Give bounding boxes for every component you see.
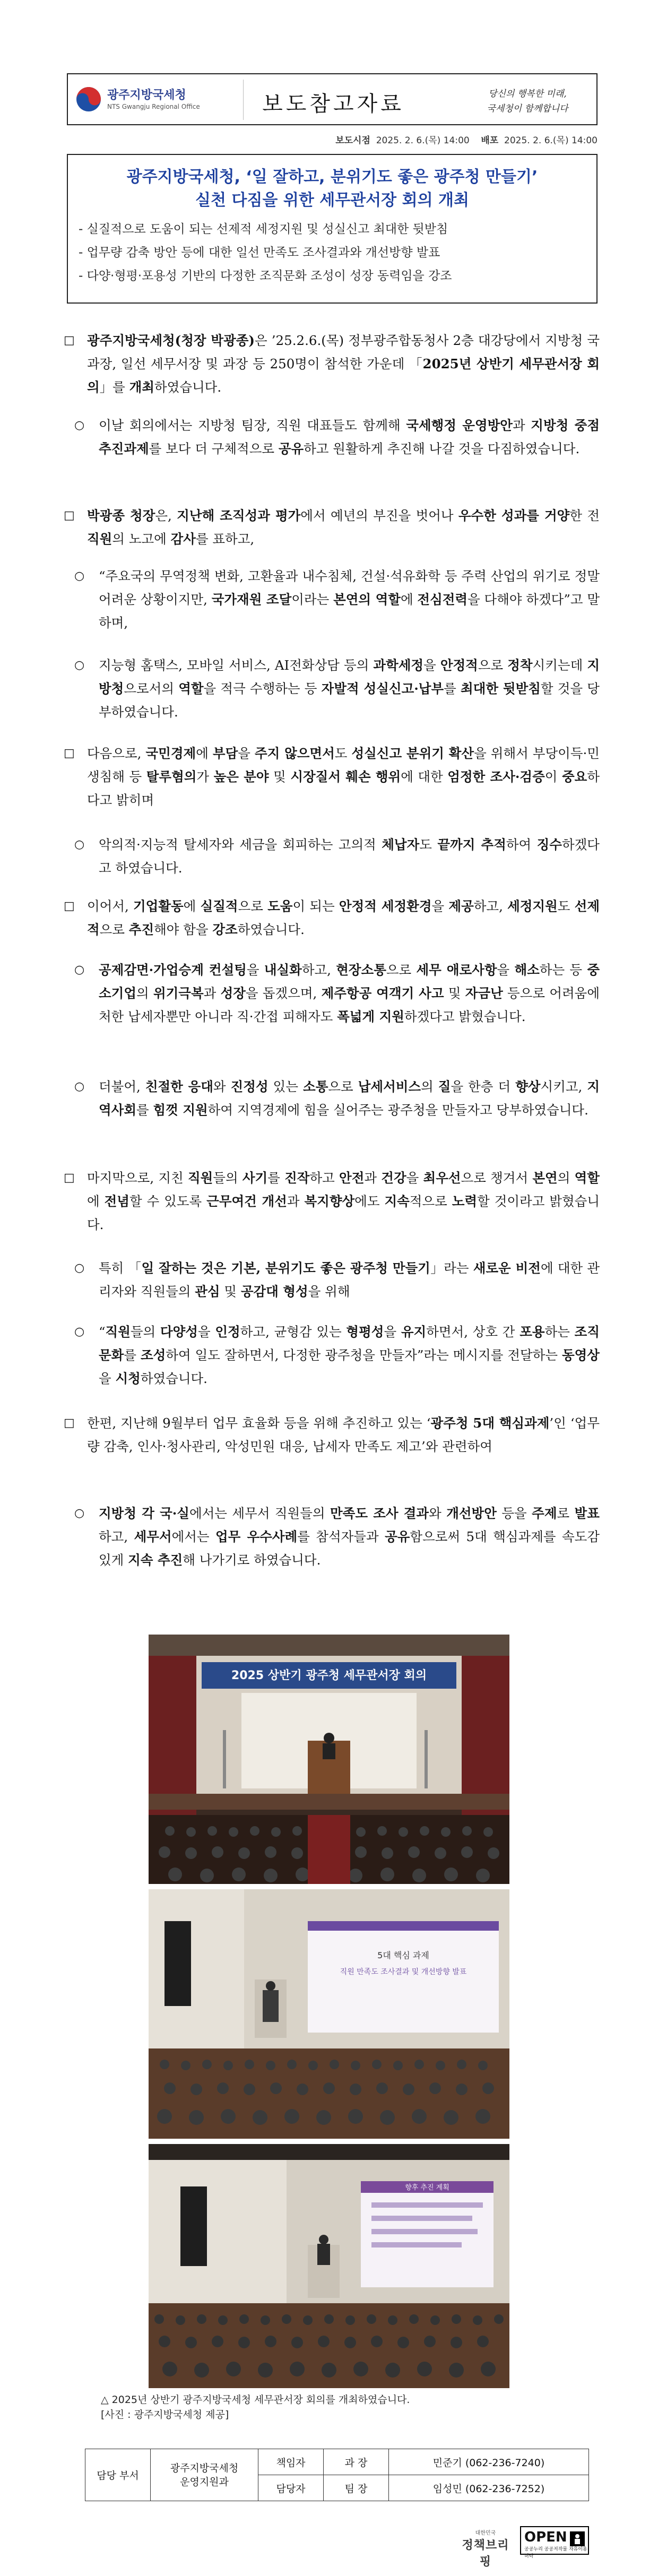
dept-name <box>151 2449 258 2501</box>
circle-bullet: ○ <box>74 569 85 583</box>
taegeuk-logo-icon <box>75 86 102 113</box>
slogan-line-1: 당신의 행복한 미래, <box>488 89 567 99</box>
circle-bullet: ○ <box>74 963 85 976</box>
dept-name-line-1: 광주지방국세청 <box>170 2462 239 2474</box>
paragraph-text: 이어서, 기업활동에 실질적으로 도움이 되는 안정적 세정환경을 제공하고, 세정지원도 선제적으로 추진해야 함을 강조하였습니다. <box>87 898 600 937</box>
open-word: OPEN <box>524 2529 567 2545</box>
headline-line-2: 실천 다짐을 위한 세무관서장 회의 개최 <box>195 191 469 210</box>
screen-text-1: 5대 핵심 과제 <box>377 1950 429 1960</box>
dept-name-line-2: 운영지원과 <box>180 2476 229 2488</box>
paragraph-10 <box>69 1075 600 1122</box>
title-box <box>67 154 598 304</box>
paragraph-14 <box>64 1412 600 1458</box>
photo-caption <box>101 2392 578 2422</box>
slogan-line-2: 국세청이 함께합니다 <box>487 103 568 114</box>
paragraph-text: 특히 「일 잘하는 것은 기본, 분위기도 좋은 광주청 만들기」라는 새로운 비전에 대한 관리자와 직원들의 관심 및 공감대 형성을 위해 <box>99 1260 600 1299</box>
paragraph-4 <box>69 565 600 635</box>
paragraph-text: 공제감면·가업승계 컨설팅을 내실화하고, 현장소통으로 세무 애로사항을 해소하는 등 중소기업의 위기극복과 성장을 돕겠으며, 제주항공 여객기 사고 및 자금난 등으로 어려움에 처한 납세자뿐만 아니라 직·간접 피해자도 폭넓게 지원하겠다고 밝혔습니다. <box>99 962 600 1024</box>
document-type: 보도참고자료 <box>262 92 404 116</box>
caption-line-2: [사진 : 광주지방국세청 제공] <box>101 2409 229 2421</box>
open-subtext: 공공누리 공공저작물 자유이용허락 <box>524 2547 587 2559</box>
attribution-icon <box>570 2531 585 2546</box>
release-value: 2025. 2. 6.(목) 14:00 <box>376 135 470 146</box>
paragraph-13 <box>69 1320 600 1390</box>
headline-line-1: 광주지방국세청, ‘일 잘하고, 분위기도 좋은 광주청 만들기’ <box>126 168 538 186</box>
kogl-open-badge <box>520 2526 589 2559</box>
paragraph-2 <box>69 414 600 461</box>
release-info <box>67 133 598 146</box>
paragraph-text: 다음으로, 국민경제에 부담을 주지 않으면서도 성실신고 분위기 확산을 위해서 부당이득·민생침해 등 탈루혐의가 높은 분야 및 시장질서 훼손 행위에 대한 엄정한 조사·검증이 중요하다고 밝히며 <box>87 746 600 808</box>
square-bullet: □ <box>64 334 75 347</box>
square-bullet: □ <box>64 509 75 522</box>
screen-text-2: 직원 만족도 조사결과 및 개선방향 발표 <box>340 1968 467 1976</box>
distribute-label: 배포 <box>481 135 499 146</box>
square-bullet: □ <box>64 1171 75 1185</box>
paragraph-text: “주요국의 무역정책 변화, 고환율과 내수침체, 건설·석유화학 등 주력 산업의 위기로 정말 어려운 상황이지만, 국가재원 조달이라는 본연의 역할에 전심전력을 다해야 하겠다”고 말하며, <box>99 568 600 630</box>
contact-title: 팀 장 <box>324 2475 389 2501</box>
circle-bullet: ○ <box>74 419 85 432</box>
circle-bullet: ○ <box>74 1080 85 1093</box>
paragraph-8 <box>64 895 600 941</box>
slogan-calligraphy <box>474 82 581 119</box>
circle-bullet: ○ <box>74 659 85 672</box>
contact-role: 담당자 <box>258 2475 324 2501</box>
circle-bullet: ○ <box>74 1261 85 1275</box>
screen-text-3: 향후 추진 계획 <box>405 2184 449 2192</box>
caption-line-1: △ 2025년 상반기 광주지방국세청 세무관서장 회의를 개최하였습니다. <box>101 2394 410 2406</box>
paragraph-text: 지능형 홈택스, 모바일 서비스, AI전화상담 등의 과학세정을 안정적으로 정착시키는데 지방청으로서의 역할을 적극 수행하는 등 자발적 성실신고·납부를 최대한 뒷받침할 것을 당부하였습니다. <box>99 658 600 720</box>
paragraph-text: 한편, 지난해 9월부터 업무 효율화 등을 위해 추진하고 있는 ‘광주청 5대 핵심과제’인 ‘업무량 감축, 인사·청사관리, 악성민원 대응, 납세자 만족도 제고’와 관련하여 <box>87 1415 600 1454</box>
table-row <box>85 2449 589 2475</box>
paragraph-12 <box>69 1257 600 1303</box>
subtitle-item: - 다양·형평·포용성 기반의 다정한 조직문화 조성이 성장 동력임을 강조 <box>79 269 452 283</box>
paragraph-6 <box>64 742 600 812</box>
banner-text: 2025 상반기 광주청 세무관서장 회의 <box>231 1669 427 1682</box>
paragraph-text: 지방청 각 국·실에서는 세무서 직원들의 만족도 조사 결과와 개선방안 등을 주제로 발표하고, 세무서에서는 업무 우수사례를 참석자들과 공유함으로써 5대 핵심과제를 속도감 있게 지속 추진해 나가기로 하였습니다. <box>99 1506 600 1568</box>
paragraph-9 <box>69 958 600 1028</box>
distribute-value: 2025. 2. 6.(목) 14:00 <box>504 135 598 146</box>
paragraph-1 <box>64 329 600 399</box>
header-box <box>67 73 598 125</box>
release-label: 보도시점 <box>335 135 370 146</box>
policy-logo-small-text: 대한민국 <box>475 2530 496 2536</box>
nts-logo <box>75 82 235 119</box>
meeting-photo-2 <box>149 1889 509 2139</box>
circle-bullet: ○ <box>74 1507 85 1520</box>
paragraph-text: 마지막으로, 지친 직원들의 사기를 진작하고 안전과 건강을 최우선으로 챙겨서 본연의 역할에 전념할 수 있도록 근무여건 개선과 복지향상에도 지속적으로 노력할 것이라고 밝혔습니다. <box>87 1170 600 1232</box>
paragraph-text: 악의적·지능적 탈세자와 세금을 회피하는 고의적 체납자도 끝까지 추적하여 징수하겠다고 하였습니다. <box>99 837 600 876</box>
paragraph-text: 박광종 청장은, 지난해 조직성과 평가에서 예년의 부진을 벗어나 우수한 성과를 거양한 전 직원의 노고에 감사를 표하고, <box>87 508 600 547</box>
footer-logos <box>456 2525 594 2569</box>
paragraph-7 <box>69 833 600 880</box>
subtitle-list <box>79 218 588 288</box>
contact-name-phone: 민준기 (062-236-7240) <box>389 2449 589 2475</box>
dept-label: 담당 부서 <box>85 2449 151 2501</box>
contact-title: 과 장 <box>324 2449 389 2475</box>
subtitle-item: - 실질적으로 도움이 되는 선제적 세정지원 및 성실신고 최대한 뒷받침 <box>79 222 448 236</box>
org-english-name: NTS Gwangju Regional Office <box>107 103 200 110</box>
meeting-photo-1 <box>149 1635 509 1884</box>
square-bullet: □ <box>64 747 75 760</box>
circle-bullet: ○ <box>74 1325 85 1338</box>
square-bullet: □ <box>64 900 75 913</box>
paragraph-text: “직원들의 다양성을 인정하고, 균형감 있는 형평성을 유지하면서, 상호 간 포용하는 조직문화를 조성하여 일도 잘하면서, 다정한 광주청을 만들자”라는 메시지를 전달하는 동영상을 시청하였습니다. <box>99 1324 600 1386</box>
paragraph-5 <box>69 654 600 724</box>
paragraph-text: 더불어, 친절한 응대와 진정성 있는 소통으로 납세서비스의 질을 한층 더 향상시키고, 지역사회를 힘껏 지원하여 지역경제에 힘을 실어주는 광주청을 만들자고 당부하였습니다. <box>99 1079 600 1118</box>
subtitle-item: - 업무량 감축 방안 등에 대한 일선 만족도 조사결과와 개선방향 발표 <box>79 246 440 260</box>
paragraph-text: 광주지방국세청(청장 박광종)은 ’25.2.6.(목) 정부광주합동청사 2층 대강당에서 지방청 국과장, 일선 세무서장 및 과장 등 250명이 참석한 가운데 「2025년 상반기 세무관서장 회의」를 개최하였습니다. <box>87 333 600 395</box>
headline <box>68 166 596 212</box>
contact-name-phone: 임성민 (062-236-7252) <box>389 2475 589 2501</box>
square-bullet: □ <box>64 1416 75 1430</box>
contact-role: 책임자 <box>258 2449 324 2475</box>
circle-bullet: ○ <box>74 838 85 851</box>
contact-table <box>85 2449 589 2501</box>
paragraph-11 <box>64 1166 600 1237</box>
paragraph-3 <box>64 504 600 551</box>
org-name: 광주지방국세청 <box>107 89 186 102</box>
policy-briefing-logo <box>456 2528 515 2569</box>
meeting-photo-3 <box>149 2144 509 2388</box>
paragraph-text: 이날 회의에서는 지방청 팀장, 직원 대표들도 함께해 국세행정 운영방안과 지방청 중점 추진과제를 보다 더 구체적으로 공유하고 원활하게 추진해 나갈 것을 다짐하였습니다. <box>99 418 600 456</box>
paragraph-15 <box>69 1502 600 1572</box>
policy-logo-main-text: 정책브리핑 <box>462 2539 509 2569</box>
header-divider <box>243 80 244 120</box>
